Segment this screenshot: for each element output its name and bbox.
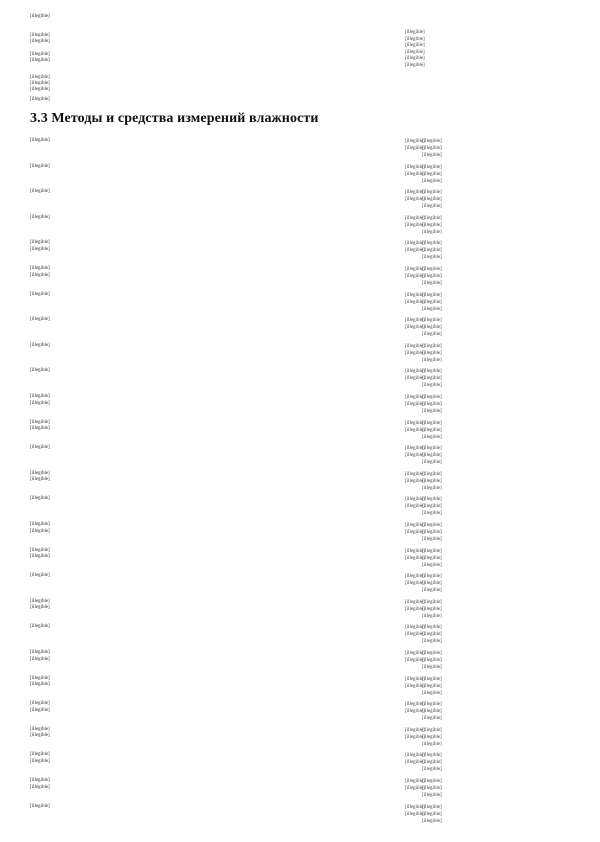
note-line: [illegible] [422,171,442,177]
note-line: [illegible] [422,613,442,619]
marker: [illegible] [405,146,425,151]
note-line: [illegible] [422,306,442,312]
text-line: [illegible] [30,266,50,271]
item-notes [422,778,526,799]
side-note-line: [illegible] [405,62,425,68]
note-line: [illegible] [422,702,442,708]
note-line: [illegible] [422,343,442,349]
note-line: [illegible] [422,497,442,503]
marker: [illegible] [405,753,425,759]
text-line: [illegible] [30,598,50,604]
note-line: [illegible] [422,734,442,740]
text-line: [illegible] [30,58,50,63]
marker: [illegible] [405,504,425,510]
text-line: [illegible] [30,624,50,630]
item-markers [405,189,425,203]
item-notes [422,420,526,441]
marker: [illegible] [405,709,425,715]
text-line: [illegible] [30,138,50,143]
item-notes [422,471,526,492]
item-markers [405,471,425,485]
note-line: [illegible] [422,574,442,580]
note-line: [illegible] [422,146,442,151]
text-line: [illegible] [30,733,50,739]
note-line: [illegible] [422,676,442,682]
item-text [30,445,398,452]
text-line: [illegible] [30,87,50,92]
item-text [30,548,398,561]
note-line: [illegible] [422,357,442,363]
item-text [30,266,398,279]
text-line: [illegible] [30,426,50,432]
marker: [illegible] [405,343,425,349]
item-text [30,292,398,299]
marker: [illegible] [405,402,425,407]
item-markers [405,368,425,382]
text-line: [illegible] [30,726,50,732]
item-text [30,317,398,324]
item-text [30,420,398,433]
text-line: [illegible] [30,547,50,553]
note-line: [illegible] [422,178,442,184]
note-line: [illegible] [422,537,442,542]
marker: [illegible] [405,651,425,656]
note-line: [illegible] [422,395,442,400]
note-line: [illegible] [422,190,442,196]
note-line: [illegible] [422,504,442,510]
item-notes [422,215,526,236]
text-line: [illegible] [30,368,50,374]
note-line: [illegible] [422,402,442,407]
note-line: [illegible] [422,804,442,810]
item-text [30,164,398,171]
item-markers [405,215,425,229]
marker: [illegible] [405,632,425,638]
item-markers [405,317,425,331]
note-line: [illegible] [422,222,442,228]
marker: [illegible] [405,222,425,228]
side-note-line: [illegible] [405,36,425,42]
note-line: [illegible] [422,453,442,459]
note-line: [illegible] [422,548,442,554]
text-line: [illegible] [30,291,50,297]
item-notes [422,343,526,364]
note-line: [illegible] [422,639,442,645]
marker: [illegible] [405,376,425,382]
item-markers [405,164,425,178]
note-line: [illegible] [422,632,442,638]
item-notes [422,804,526,825]
note-line: [illegible] [422,555,442,561]
note-line: [illegible] [422,267,442,272]
side-note-line: [illegible] [405,56,425,61]
item-notes [422,624,526,645]
text-line: [illegible] [30,707,50,713]
text-line: [illegible] [30,477,50,483]
item-markers [405,804,425,818]
text-line: [illegible] [30,682,50,688]
item-text [30,701,398,714]
note-line: [illegible] [422,709,442,715]
note-line: [illegible] [422,409,442,414]
item-notes [422,164,526,185]
item-markers [405,394,425,408]
running-header: [illegible] [30,14,50,19]
marker: [illegible] [405,760,425,766]
side-note-line: [illegible] [405,49,425,55]
marker: [illegible] [405,804,425,810]
item-text [30,804,398,811]
marker: [illegible] [405,727,425,733]
text-line: [illegible] [30,803,50,809]
note-line: [illegible] [422,485,442,491]
text-line: [illegible] [30,240,50,246]
text-line: [illegible] [30,650,50,655]
item-notes [422,445,526,466]
marker: [illegible] [405,523,425,528]
item-markers [405,343,425,357]
marker: [illegible] [405,164,425,170]
note-line: [illegible] [422,292,442,298]
marker: [illegible] [405,530,425,535]
marker: [illegible] [405,555,425,561]
marker: [illegible] [405,197,425,203]
item-notes [422,701,526,722]
item-markers [405,496,425,510]
item-notes [422,727,526,748]
note-line: [illegible] [422,241,442,247]
note-line: [illegible] [422,229,442,235]
note-line: [illegible] [422,420,442,426]
intro-paragraph-4 [30,97,398,103]
marker: [illegible] [405,786,425,791]
note-line: [illegible] [422,818,442,824]
marker: [illegible] [405,274,425,279]
marker: [illegible] [405,420,425,426]
note-line: [illegible] [422,779,442,784]
note-line: [illegible] [422,383,442,389]
note-line: [illegible] [422,325,442,331]
note-line: [illegible] [422,350,442,356]
item-markers [405,445,425,459]
marker: [illegible] [405,299,425,305]
note-line: [illegible] [422,248,442,254]
marker: [illegible] [405,427,425,433]
marker: [illegible] [405,471,425,477]
note-line: [illegible] [422,369,442,375]
note-line: [illegible] [422,197,442,203]
side-notes-top [405,30,515,69]
text-line: [illegible] [30,81,50,86]
marker: [illegible] [405,779,425,784]
text-line: [illegible] [30,554,50,560]
text-line: [illegible] [30,419,50,425]
item-notes [422,599,526,620]
text-line: [illegible] [30,52,50,57]
intro-paragraph-3 [30,75,398,93]
item-text [30,343,398,350]
note-line: [illegible] [422,625,442,631]
note-line: [illegible] [422,606,442,612]
note-line: [illegible] [422,786,442,791]
marker: [illegible] [405,248,425,254]
item-notes [422,752,526,773]
item-markers [405,752,425,766]
note-line: [illegible] [422,274,442,279]
note-line: [illegible] [422,588,442,594]
marker: [illegible] [405,369,425,375]
marker: [illegible] [405,702,425,708]
item-text [30,650,398,663]
text-line: [illegible] [30,752,50,758]
note-line: [illegible] [422,658,442,663]
item-notes [422,317,526,338]
note-line: [illegible] [422,153,442,158]
item-text [30,215,398,222]
item-markers [405,420,425,434]
text-line: [illegible] [30,97,50,102]
item-text [30,727,398,740]
item-notes [422,138,526,159]
text-line: [illegible] [30,758,50,764]
text-line: [illegible] [30,701,50,707]
item-text [30,496,398,503]
marker: [illegible] [405,325,425,331]
marker: [illegible] [405,658,425,663]
note-line: [illegible] [422,460,442,466]
item-markers [405,548,425,562]
text-line: [illegible] [30,400,50,406]
note-line: [illegible] [422,753,442,759]
marker: [illegible] [405,574,425,580]
item-notes [422,650,526,671]
item-markers [405,266,425,280]
side-note-line: [illegible] [405,43,425,48]
item-text [30,240,398,253]
note-line: [illegible] [422,683,442,689]
item-markers [405,676,425,690]
note-line: [illegible] [422,690,442,696]
item-markers [405,701,425,715]
item-text [30,138,398,145]
note-line: [illegible] [422,767,442,773]
item-notes [422,189,526,210]
text-line: [illegible] [30,39,50,44]
text-line: [illegible] [30,470,50,476]
text-line: [illegible] [30,778,50,783]
marker: [illegible] [405,625,425,631]
text-line: [illegible] [30,394,50,399]
note-line: [illegible] [422,760,442,766]
marker: [illegible] [405,215,425,221]
note-line: [illegible] [422,665,442,670]
item-text [30,778,398,791]
note-line: [illegible] [422,299,442,305]
marker: [illegible] [405,241,425,247]
text-line: [illegible] [30,522,50,527]
item-notes [422,368,526,389]
text-line: [illegible] [30,33,50,38]
note-line: [illegible] [422,530,442,535]
marker: [illegible] [405,318,425,324]
item-markers [405,778,425,792]
note-line: [illegible] [422,332,442,338]
marker: [illegible] [405,478,425,484]
note-line: [illegible] [422,478,442,484]
item-notes [422,394,526,415]
marker: [illegible] [405,497,425,503]
note-line: [illegible] [422,139,442,144]
text-line: [illegible] [30,656,50,662]
marker: [illegible] [405,446,425,452]
note-line: [illegible] [422,511,442,517]
note-line: [illegible] [422,793,442,798]
note-line: [illegible] [422,164,442,170]
side-note-line: [illegible] [405,30,425,35]
note-line: [illegible] [422,651,442,656]
item-notes [422,676,526,697]
item-notes [422,548,526,569]
item-text [30,573,398,580]
item-markers [405,292,425,306]
intro-paragraph-1 [30,33,398,45]
item-text [30,471,398,484]
note-line: [illegible] [422,716,442,722]
text-line: [illegible] [30,214,50,220]
section-heading: 3.3 Методы и средства измерений влажности [30,111,319,126]
text-line: [illegible] [30,272,50,278]
item-text [30,368,398,375]
marker: [illegible] [405,676,425,682]
item-notes [422,496,526,517]
marker: [illegible] [405,606,425,612]
marker: [illegible] [405,734,425,740]
item-markers [405,240,425,254]
note-line: [illegible] [422,523,442,528]
item-text [30,189,398,196]
list-item [30,804,600,834]
item-markers [405,573,425,587]
item-markers [405,727,425,741]
marker: [illegible] [405,581,425,587]
text-line: [illegible] [30,784,50,790]
text-line: [illegible] [30,246,50,252]
item-text [30,624,398,631]
item-text [30,522,398,535]
note-line: [illegible] [422,281,442,286]
item-markers [405,138,425,152]
note-line: [illegible] [422,741,442,747]
note-line: [illegible] [422,427,442,433]
note-line: [illegible] [422,562,442,568]
note-line: [illegible] [422,376,442,382]
text-line: [illegible] [30,675,50,681]
note-line: [illegible] [422,727,442,733]
marker: [illegible] [405,139,425,144]
marker: [illegible] [405,548,425,554]
text-line: [illegible] [30,496,50,502]
text-line: [illegible] [30,528,50,534]
item-notes [422,240,526,261]
note-line: [illegible] [422,581,442,587]
item-markers [405,650,425,664]
item-markers [405,599,425,613]
marker: [illegible] [405,350,425,356]
note-line: [illegible] [422,318,442,324]
text-line: [illegible] [30,75,50,80]
marker: [illegible] [405,599,425,605]
text-line: [illegible] [30,163,50,169]
note-line: [illegible] [422,204,442,210]
item-text [30,394,398,407]
text-line: [illegible] [30,445,50,451]
marker: [illegible] [405,171,425,177]
marker: [illegible] [405,395,425,400]
text-line: [illegible] [30,317,50,323]
item-markers [405,624,425,638]
text-line: [illegible] [30,189,50,195]
text-line: [illegible] [30,573,50,579]
note-line: [illegible] [422,446,442,452]
note-line: [illegible] [422,471,442,477]
marker: [illegible] [405,453,425,459]
item-markers [405,522,425,536]
marker: [illegible] [405,190,425,196]
intro-paragraph-2 [30,52,398,64]
item-text [30,676,398,689]
note-line: [illegible] [422,599,442,605]
note-line: [illegible] [422,255,442,261]
item-text [30,752,398,765]
note-line: [illegible] [422,434,442,440]
note-line: [illegible] [422,215,442,221]
item-notes [422,573,526,594]
item-notes [422,522,526,543]
text-line: [illegible] [30,342,50,348]
item-notes [422,266,526,287]
marker: [illegible] [405,267,425,272]
item-text [30,599,398,612]
note-line: [illegible] [422,811,442,817]
text-line: [illegible] [30,605,50,611]
marker: [illegible] [405,292,425,298]
marker: [illegible] [405,811,425,817]
item-notes [422,292,526,313]
marker: [illegible] [405,683,425,689]
